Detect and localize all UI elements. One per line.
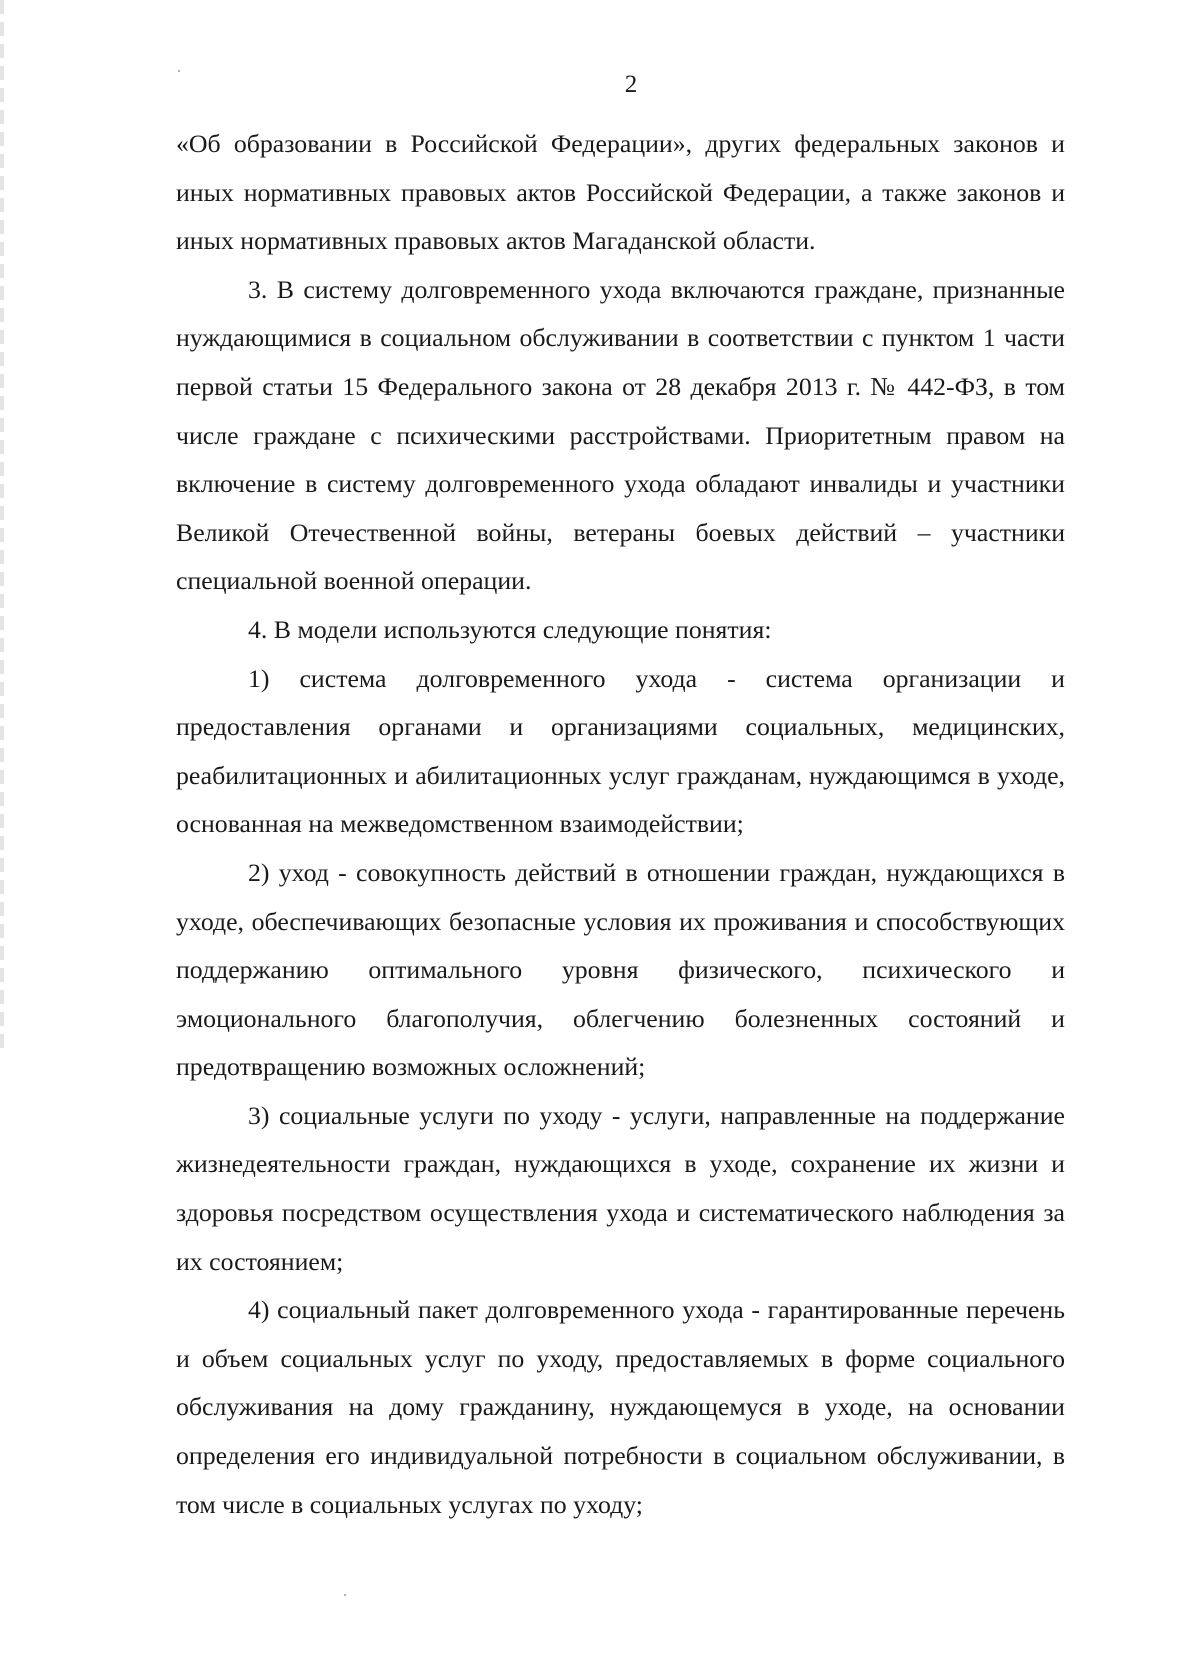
definition-2: 2) уход - совокупность действий в отношении граждан, нуждающихся в уходе, обеспечивающих безопасные условия их проживания и способствующих поддержанию оптимального уровня физического, психического и эмоционального благополучия, облегчению болезненных состояний и предотвращению возможных осложнений; [176,857,1065,1082]
definition-1: 1) система долговременного ухода - система организации и предоставления органами и организациями социальных, медицинских, реабилитационных и абилитационных услуг гражданам, нуждающимся в уходе, основанная на межведомственном взаимодействии; [176,663,1065,839]
document-body [176,120,1065,1529]
page-number: 2 [624,71,638,98]
definition-4: 4) социальный пакет долговременного ухода - гарантированные перечень и объем социальных услуг по уходу, предоставляемых в форме социального обслуживания на дому гражданину, нуждающемуся в уходе, на основании определения его индивидуальной потребности в социальном обслуживании, в том числе в социальных услугах по уходу; [176,1295,1065,1519]
paragraph-item-4: 4. В модели используются следующие понятия: [248,614,772,644]
definition-3: 3) социальные услуги по уходу - услуги, направленные на поддержание жизнедеятельности граждан, нуждающихся в уходе, сохранение их жизни и здоровья посредством осуществления ухода и систематического наблюдения за их состоянием; [176,1100,1065,1276]
paragraph-intro-continuation: «Об образовании в Российской Федерации», других федеральных законов и иных нормативных правовых актов Российской Федерации, а также законов и иных нормативных правовых актов Магаданской области. [176,129,1065,256]
scan-edge-artifact [0,0,4,1050]
scan-speck [344,1594,346,1596]
paragraph-item-3: 3. В систему долговременного ухода включаются граждане, признанные нуждающимися в социальном обслуживании в соответствии с пунктом 1 части первой статьи 15 Федерального закона от 28 декабря 2013 г. № 442-ФЗ, в том числе граждане с психическими расстройствами. Приоритетным правом на включение в систему долговременного ухода обладают инвалиды и участники Великой Отечественной войны, ветераны боевых действий – участники специальной военной операции. [176,274,1065,596]
